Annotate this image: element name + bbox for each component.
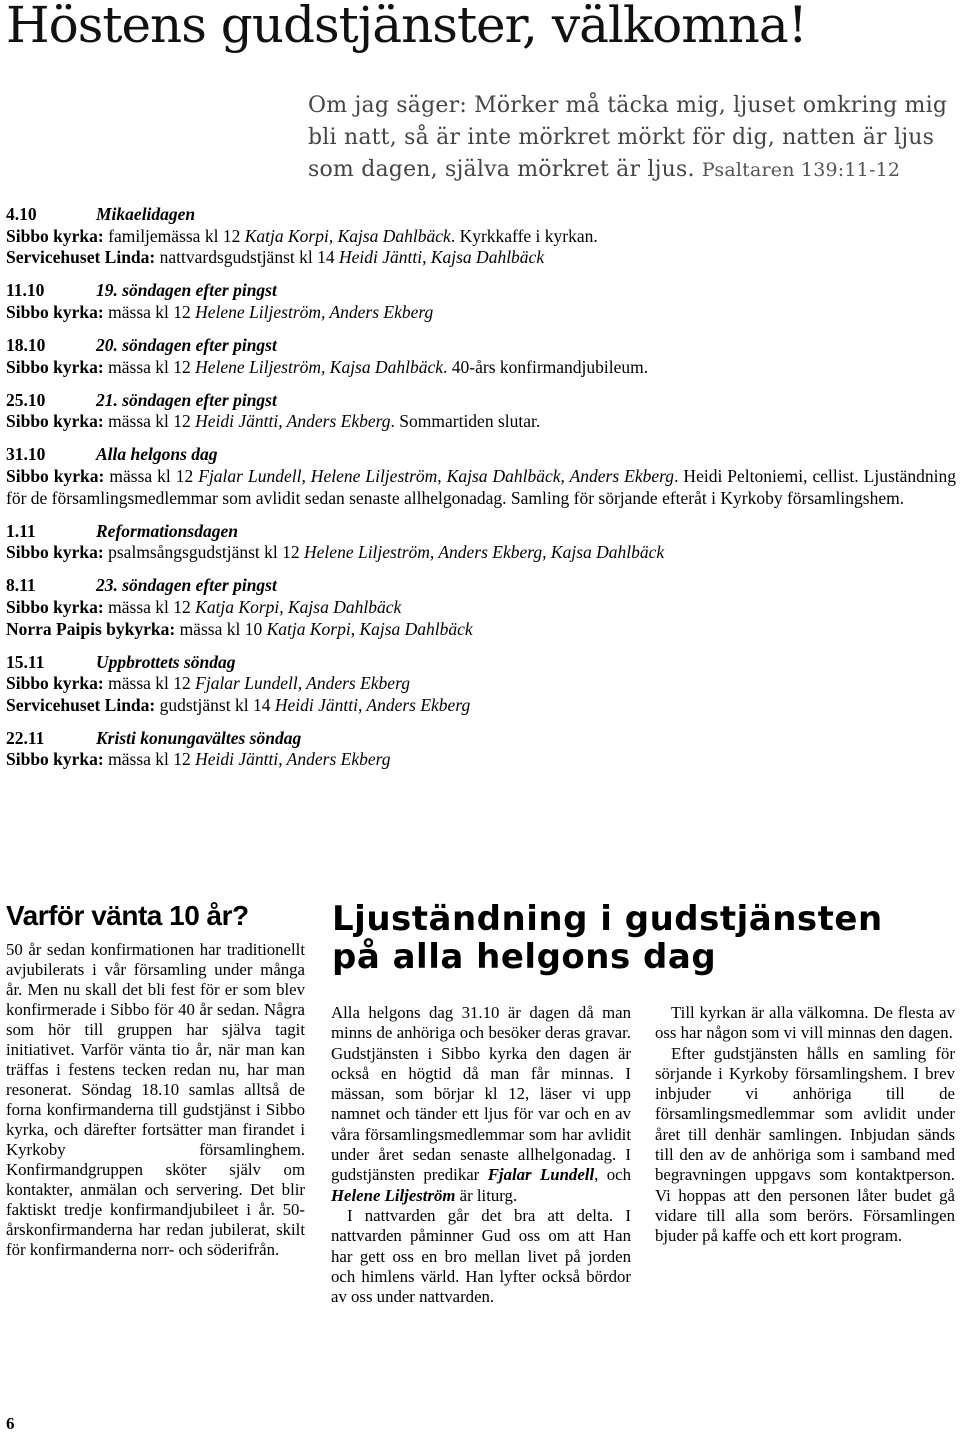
article-heading-large <box>332 900 952 976</box>
entry-note: . Heidi Peltoniemi, cellist. Ljuständning för de församlingsmedlemmar som avlidit sedan senaste allhelgonadag. Samling för sörjande efteråt i Kyrkoby församlingshem. <box>6 465 957 508</box>
entry-place: Norra Paipis bykyrka: <box>6 618 176 639</box>
entry-note: . Sommartiden slutar. <box>390 411 541 432</box>
entry-people: Katja Korpi, Kajsa Dahlbäck <box>266 618 473 639</box>
entry-name: Reformationsdagen <box>96 520 238 541</box>
schedule-entry <box>6 728 956 771</box>
article-column <box>331 1003 631 1307</box>
entry-line <box>6 597 956 619</box>
article-column <box>655 1003 955 1247</box>
entry-people: Heidi Jäntti, Kajsa Dahlbäck <box>338 247 545 268</box>
entry-date: 4.10 <box>6 204 37 224</box>
schedule-entry <box>6 444 956 509</box>
entry-heading <box>6 652 956 674</box>
entry-people: Fjalar Lundell, Anders Ekberg <box>195 673 410 694</box>
entry-text: mässa kl 12 <box>108 301 191 322</box>
entry-line <box>6 695 956 717</box>
entry-text: psalmsångsgudstjänst kl 12 <box>108 542 300 563</box>
entry-people: Fjalar Lundell, Helene Liljeström, Kajsa Dahlbäck, Anders Ekberg <box>198 465 675 486</box>
entry-note: . Kyrkkaffe i kyrkan. <box>450 225 598 246</box>
entry-line <box>6 673 956 695</box>
schedule-entry <box>6 652 956 717</box>
paragraph-text: , och <box>594 1165 631 1185</box>
entry-heading <box>6 521 956 543</box>
entry-people: Katja Korpi, Kajsa Dahlbäck <box>244 225 451 246</box>
entry-name: 21. söndagen efter pingst <box>96 389 277 410</box>
entry-line <box>6 619 956 641</box>
entry-name: Uppbrottets söndag <box>96 651 236 672</box>
schedule-entry <box>6 280 956 323</box>
heading-line: Ljuständning i gudstjänsten <box>332 899 883 939</box>
entry-heading <box>6 335 956 357</box>
entry-text: mässa kl 12 <box>109 465 194 486</box>
entry-heading <box>6 444 956 466</box>
entry-place: Sibbo kyrka: <box>6 542 104 563</box>
entry-heading <box>6 575 956 597</box>
entry-people: Helene Liljeström, Anders Ekberg, Kajsa Dahlbäck <box>304 542 665 563</box>
entry-date: 22.11 <box>6 727 45 748</box>
entry-line <box>6 466 956 509</box>
entry-heading <box>6 390 956 412</box>
entry-text: mässa kl 12 <box>108 673 191 694</box>
entry-text: familjemässa kl 12 <box>108 225 241 246</box>
entry-name: 19. söndagen efter pingst <box>96 280 277 301</box>
entry-place: Sibbo kyrka: <box>6 301 104 322</box>
entry-text: mässa kl 10 <box>179 618 263 639</box>
entry-line <box>6 247 956 269</box>
entry-text: mässa kl 12 <box>108 356 191 377</box>
liturgist-name: Helene Liljeström <box>331 1185 456 1205</box>
entry-place: Sibbo kyrka: <box>6 225 104 246</box>
entry-heading <box>6 204 956 226</box>
paragraph-text: är liturg. <box>459 1185 518 1205</box>
entry-name: 20. söndagen efter pingst <box>96 334 277 355</box>
bible-quote <box>308 90 958 186</box>
entry-name: 23. söndagen efter pingst <box>96 575 277 596</box>
service-schedule <box>6 204 956 783</box>
article-paragraph: I nattvarden går det bra att delta. I nattvarden påminner Gud oss om att Han har gett oss en bro mellan livet på jorden och himlens värld. Han lyfter också bördor av oss under nattvarden. <box>331 1205 631 1307</box>
entry-date: 8.11 <box>6 575 36 596</box>
article-paragraph: Till kyrkan är alla välkomna. De flesta av oss har någon som vi vill minnas den dagen. <box>655 1003 955 1043</box>
entry-heading <box>6 728 956 750</box>
entry-text: mässa kl 12 <box>108 749 191 770</box>
entry-text: gudstjänst kl 14 <box>159 694 271 715</box>
entry-people: Helene Liljeström, Anders Ekberg <box>195 301 434 322</box>
entry-place: Sibbo kyrka: <box>6 749 104 770</box>
schedule-entry <box>6 335 956 378</box>
entry-text: nattvardsgudstjänst kl 14 <box>159 247 335 268</box>
entry-line <box>6 226 956 248</box>
entry-date: 15.11 <box>6 651 45 672</box>
entry-line <box>6 411 956 433</box>
quote-source: Psaltaren 139:11-12 <box>701 159 901 181</box>
page-number: 6 <box>6 1414 15 1433</box>
article-heading: Varför vänta 10 år? <box>6 900 249 931</box>
entry-place: Sibbo kyrka: <box>6 465 105 486</box>
entry-line <box>6 749 956 771</box>
entry-place: Servicehuset Linda: <box>6 694 156 715</box>
entry-date: 25.10 <box>6 389 46 410</box>
entry-place: Sibbo kyrka: <box>6 411 104 432</box>
entry-note: . 40-års konfirmandjubileum. <box>443 356 649 377</box>
schedule-entry <box>6 521 956 564</box>
heading-line: på alla helgons dag <box>332 937 717 977</box>
entry-people: Helene Liljeström, Kajsa Dahlbäck <box>195 356 444 377</box>
article-body: 50 år sedan konfirmationen har traditionellt avjubilerats i vår församling under många år. Men nu skall det bli fest för er som blev konfirmerade i Sibbo för 40 år sedan. Några som hör till gruppen har själva tagit initiativet. Varför vänta tio år, när man kan träffas i festens tecken redan nu, har man resonerat. Söndag 18.10 samlas alltså de forna konfirmanderna till gudstjänst i Sibbo kyrka, och därefter fortsätter man firandet i Kyrkoby församlinghem. Konfirmandgruppen sköter själv om kontakter, anmälan och servering. Det blir faktiskt tredje konfirmandjubileet i år. 50-årskonfirmanderna har redan jubilerat, skilt för konfirmanderna norr- och söderifrån. <box>6 940 305 1259</box>
article-confirmation-jubilee <box>6 900 305 1260</box>
entry-line <box>6 357 956 379</box>
quote-text: Om jag säger: Mörker må täcka mig, ljuset omkring mig bli natt, så är inte mörkret mörkt för dig, natten är ljus som dagen, själva mörkret är ljus. <box>308 93 948 182</box>
entry-place: Servicehuset Linda: <box>6 247 156 268</box>
entry-heading <box>6 280 956 302</box>
preacher-name: Fjalar Lundell <box>487 1165 595 1185</box>
article-paragraph: Efter gudstjänsten hålls en samling för sörjande i Kyrkoby församlingshem. I brev inbjuder vi anhöriga till de församlingsmedlemmar som avlidit under året till denhär samlingen. Inbjudan sänds till den av de anhöriga som i samband med begravningen uppgavs som kontaktperson. Vi hoppas att den personen låter budet gå vidare till alla som berörs. Församlingen bjuder på kaffe och ett kort program. <box>655 1043 955 1246</box>
article-paragraph <box>331 1003 631 1206</box>
entry-date: 31.10 <box>6 444 46 465</box>
entry-line <box>6 302 956 324</box>
entry-text: mässa kl 12 <box>108 596 191 617</box>
entry-name: Kristi konungavältes söndag <box>96 727 302 748</box>
paragraph-text: Alla helgons dag 31.10 är dagen då man minns de anhöriga och besöker deras gravar. Gudstjänsten i Sibbo kyrka den dagen är också en högtid då man får minnas. I mässan, som börjar kl 12, läser vi upp namnet och tänder ett ljus för var och en av våra församlingsmedlemmar som har avlidit under året sedan senaste allhelgonadag. I gudstjänsten predikar <box>331 1003 631 1185</box>
page-title: Höstens gudstjänster, välkomna! <box>6 0 807 54</box>
entry-date: 1.11 <box>6 520 36 541</box>
schedule-entry <box>6 390 956 433</box>
entry-line <box>6 542 956 564</box>
entry-place: Sibbo kyrka: <box>6 673 104 694</box>
entry-text: mässa kl 12 <box>108 411 191 432</box>
entry-date: 11.10 <box>6 280 45 301</box>
entry-name: Mikaelidagen <box>96 204 196 224</box>
schedule-entry <box>6 575 956 640</box>
entry-people: Heidi Jäntti, Anders Ekberg <box>195 749 391 770</box>
entry-people: Heidi Jäntti, Anders Ekberg <box>274 694 471 715</box>
entry-people: Katja Korpi, Kajsa Dahlbäck <box>195 596 402 617</box>
entry-people: Heidi Jäntti, Anders Ekberg <box>195 411 391 432</box>
schedule-entry <box>6 204 956 269</box>
entry-name: Alla helgons dag <box>96 444 218 465</box>
entry-date: 18.10 <box>6 334 46 355</box>
entry-place: Sibbo kyrka: <box>6 356 104 377</box>
entry-place: Sibbo kyrka: <box>6 596 104 617</box>
